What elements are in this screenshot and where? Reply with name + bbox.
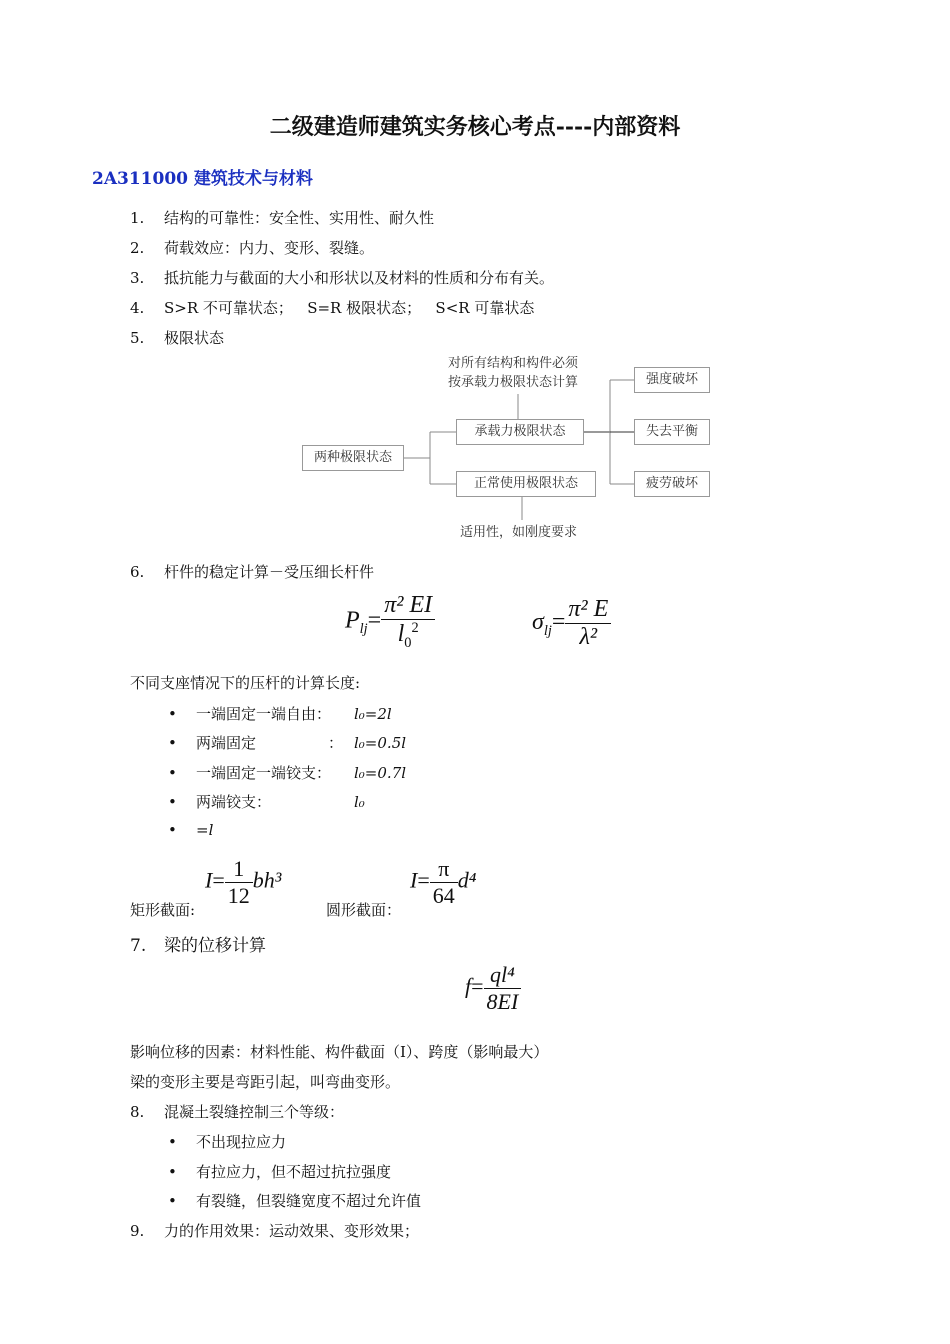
support-item: • 两端铰支： l₀ [168, 793, 365, 811]
limit-state-diagram [300, 352, 720, 548]
crack-level: • 有裂缝，但裂缝宽度不超过允许值 [168, 1192, 422, 1210]
leaf-strength-box: 强度破坏 [634, 367, 710, 393]
item-number: 2. [130, 239, 145, 257]
crack-level: • 不出现拉应力 [168, 1133, 287, 1151]
item-number: 3. [130, 269, 145, 287]
section-heading: 2A311000 建筑技术与材料 [92, 169, 313, 189]
bending-deformation: 梁的变形主要是弯距引起，叫弯曲变形。 [130, 1073, 401, 1091]
item-text: 混凝土裂缝控制三个等级： [164, 1103, 345, 1121]
branch-service-box: 正常使用极限状态 [456, 471, 596, 497]
circle-section-label: 圆形截面： [326, 901, 402, 919]
item-number: 1. [130, 209, 145, 227]
deflection-factors: 影响位移的因素：材料性能、构件截面（I）、跨度（影响最大） [130, 1043, 549, 1061]
list-item [130, 1101, 344, 1122]
item-number: 9. [130, 1222, 145, 1240]
formula-critical-load: $P_{lj}=$ $\frac{\text{π² EI}}{l_0^2}$ [345, 592, 435, 652]
item-text: 杆件的稳定计算－受压细长杆件 [164, 563, 375, 581]
support-item: • 一端固定一端自由： l₀=2l [168, 705, 392, 723]
formula-rect-inertia: I= $\frac{1}{12}$ bh³ [205, 856, 282, 908]
item-text: 力的作用效果：运动效果、变形效果； [164, 1222, 420, 1240]
support-item: • 一端固定一端铰支： l₀=0.7l [168, 764, 407, 782]
rect-section-label: 矩形截面: [130, 901, 196, 919]
list-item [130, 1220, 419, 1241]
note-bottom: 适用性，如刚度要求 [460, 525, 578, 540]
note-top-line1: 对所有结构和构件必须 [448, 356, 579, 371]
list-item [130, 297, 534, 318]
branch-bearing-box: 承载力极限状态 [456, 419, 584, 445]
leaf-fatigue-box: 疲劳破坏 [634, 471, 710, 497]
support-item: • =l [168, 821, 214, 839]
crack-level: • 有拉应力，但不超过抗拉强度 [168, 1163, 392, 1181]
note-top-line2: 按承载力极限状态计算 [448, 375, 579, 390]
item-text: S>R 不可靠状态； S=R 极限状态； S<R 可靠状态 [164, 299, 535, 317]
item-text: 荷载效应：内力、变形、裂缝。 [164, 239, 375, 257]
list-item [130, 561, 374, 582]
item-text: 结构的可靠性：安全性、实用性、耐久性 [164, 209, 435, 227]
item-number: 4. [130, 299, 145, 317]
item-number: 6. [130, 563, 145, 581]
support-item: • 两端固定 ： l₀=0.5l [168, 734, 407, 752]
item-number: 8. [130, 1103, 145, 1121]
root-box: 两种极限状态 [302, 445, 404, 471]
item-text: 极限状态 [164, 329, 225, 347]
leaf-balance-box: 失去平衡 [634, 419, 710, 445]
list-item [130, 237, 374, 258]
list-item [130, 327, 224, 348]
formula-critical-stress: $\sigma_{lj}=$ $\frac{\text{π² E}}{\text{λ²}}$ [532, 596, 611, 651]
item-number: 5. [130, 329, 145, 347]
item-number: 7. [130, 936, 147, 956]
formula-circle-inertia: I= $\frac{\pi}{64}$ d⁴ [410, 856, 477, 908]
page-title: 二级建造师建筑实务核心考点----内部资料 [269, 114, 681, 140]
list-item [130, 931, 266, 956]
formula-deflection: f= $\frac{\text{ql⁴}}{8EI}$ [465, 962, 521, 1015]
list-item [130, 207, 434, 228]
item-text: 梁的位移计算 [164, 936, 266, 956]
list-item [130, 267, 554, 288]
item-text: 抵抗能力与截面的大小和形状以及材料的性质和分布有关。 [164, 269, 555, 287]
support-intro: 不同支座情况下的压杆的计算长度: [130, 674, 361, 692]
